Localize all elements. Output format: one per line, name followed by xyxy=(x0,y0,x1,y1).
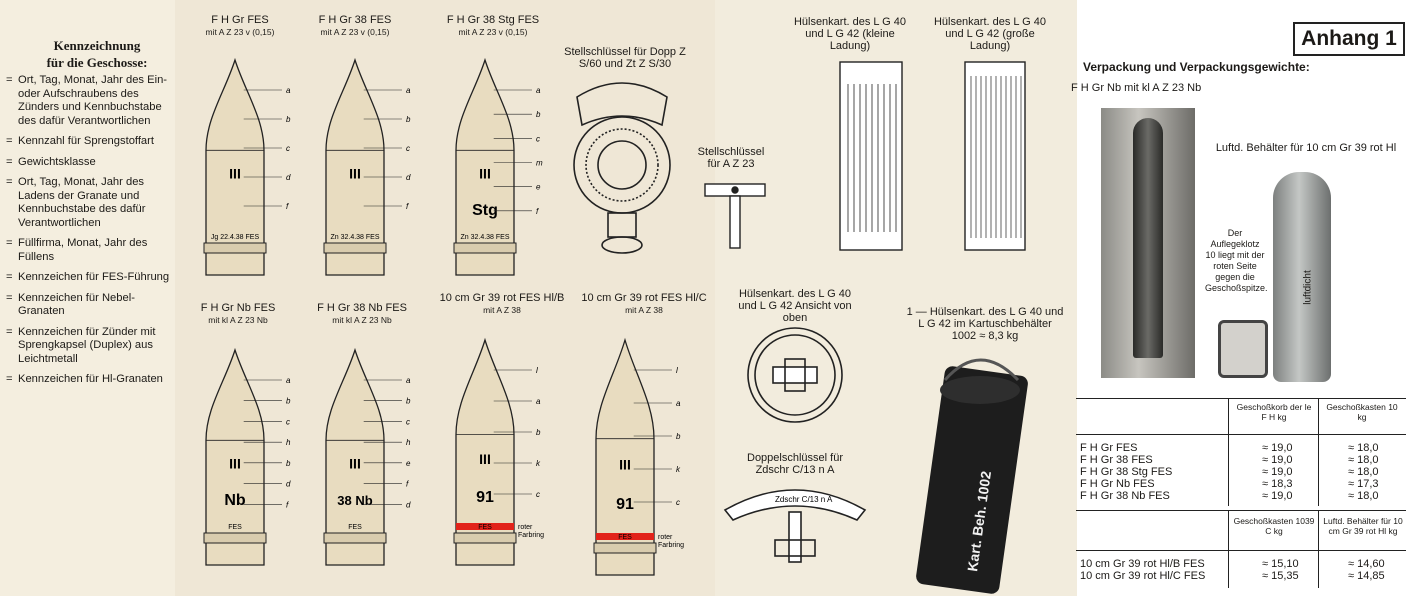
shell-subtitle: mit A Z 23 v (0,15) xyxy=(320,27,390,37)
weight-table-2 xyxy=(1076,510,1406,590)
row-name: 10 cm Gr 39 rot Hl/B FES xyxy=(1080,558,1205,570)
table-row xyxy=(1080,442,1405,454)
row-name: F H Gr Nb FES xyxy=(1080,478,1155,490)
row-v2: ≈ 18,0 xyxy=(1348,490,1379,502)
shell-label: b xyxy=(286,396,291,406)
table-row xyxy=(1080,478,1405,490)
legend-title xyxy=(22,37,172,71)
shell-label: h xyxy=(406,438,411,448)
row-v2: ≈ 14,60 xyxy=(1348,558,1385,570)
driving-band xyxy=(324,243,386,253)
legend-item: = Kennzahl für Sprengstoffart xyxy=(6,135,172,149)
row-name: F H Gr 38 Stg FES xyxy=(1080,466,1173,478)
shell-label: d xyxy=(406,173,411,182)
shell-title: F H Gr 38 FES xyxy=(318,14,392,26)
shell-title: F H Gr 38 Stg FES xyxy=(446,14,540,26)
row-v2: ≈ 18,0 xyxy=(1348,454,1379,466)
shell-label: f xyxy=(406,479,409,489)
shell-subtitle: mit A Z 38 xyxy=(625,305,663,315)
table-divider xyxy=(1076,550,1406,551)
container-tube-stamp: luftdicht xyxy=(1302,270,1314,305)
shell-label: d xyxy=(286,173,291,182)
legend-item: = Ort, Tag, Monat, Jahr des Ein- oder Aufschraubens des Zünders und Kennbuchstabe des dafür Verantwortlichen xyxy=(6,74,172,128)
class-mark: III xyxy=(479,165,491,182)
shell-label: b xyxy=(536,428,541,437)
class-mark: III xyxy=(229,165,241,182)
shell-title: F H Gr 38 Nb FES xyxy=(317,302,407,314)
shell-label: f xyxy=(536,206,539,216)
red-band-label: roter xyxy=(658,534,673,541)
shell-label: d xyxy=(286,479,291,489)
legend-item: = Kennzeichen für Nebel-Granaten xyxy=(6,292,172,319)
table-row xyxy=(1080,490,1405,502)
class-mark: III xyxy=(619,456,631,473)
shell-label: l xyxy=(676,366,678,375)
red-band-label: Farbring xyxy=(658,542,685,549)
red-band-label: Farbring xyxy=(518,532,545,539)
shell-stamp: FES xyxy=(618,534,632,541)
shell-label: c xyxy=(286,417,290,427)
legend-item: = Gewichtsklasse xyxy=(6,156,172,170)
shell-label: c xyxy=(536,134,540,144)
class-mark: III xyxy=(479,450,491,467)
doppelschluessel-stamp: Zdschr C/13 n A xyxy=(775,495,833,504)
legend-title-line1: Kennzeichnung xyxy=(53,38,141,53)
shell-stamp: Zn 32.4.38 FES xyxy=(330,234,380,241)
driving-band xyxy=(454,243,516,253)
container-1002-stamp: Kart. Beh. 1002 xyxy=(964,470,995,573)
fill-mark: Nb xyxy=(224,491,246,509)
shell-title: F H Gr FES xyxy=(211,14,269,26)
packaging-note: Der Auflegeklotz 10 liegt mit der roten Seite gegen die Geschoßspitze. xyxy=(1205,228,1268,293)
shell-subtitle: mit A Z 38 xyxy=(483,305,521,315)
top-view-drawing xyxy=(748,328,842,422)
row-v2: ≈ 17,3 xyxy=(1348,478,1379,490)
packaging-subtitle: F H Gr Nb mit kl A Z 23 Nb xyxy=(1071,82,1202,94)
shell-label: f xyxy=(286,202,289,211)
table2-header-col1: Geschoßkasten 1039 C kg xyxy=(1233,516,1315,536)
shell-label: a xyxy=(536,397,541,406)
shell-subtitle: mit kl A Z 23 Nb xyxy=(332,315,392,325)
table-row xyxy=(1080,558,1405,570)
shell-label: b xyxy=(406,396,411,406)
table2-header-col2: Luftd. Behälter für 10 cm Gr 39 rot Hl kg xyxy=(1323,516,1403,536)
shell-label: k xyxy=(676,465,680,474)
top-view-caption: Hülsenkart. des L G 40 und L G 42 Ansicht von oben xyxy=(738,288,852,324)
shell-label: a xyxy=(676,399,681,408)
fill-mark: 91 xyxy=(476,489,494,506)
legend-item: = Ort, Tag, Monat, Jahr des Ladens der Granate und Kennbuchstabe des dafür Verantwortlichen xyxy=(6,176,172,230)
packaging-title: Verpackung und Verpackungsgewichte: xyxy=(1083,60,1310,74)
table1-header-col2: Geschoßkasten 10 kg xyxy=(1326,402,1398,422)
support-ring-photo xyxy=(1218,320,1268,378)
shell-drawing xyxy=(324,350,411,565)
shell-label: m xyxy=(536,158,543,168)
shell-title: 10 cm Gr 39 rot FES Hl/B xyxy=(439,292,565,304)
shell-label: e xyxy=(406,458,411,468)
shell-stamp: FES xyxy=(478,524,492,531)
shell-stamp: FES xyxy=(348,524,362,531)
table-divider xyxy=(1076,510,1406,511)
shell-subtitle: mit A Z 23 v (0,15) xyxy=(205,27,275,37)
row-v1: ≈ 19,0 xyxy=(1262,442,1293,454)
row-v1: ≈ 15,10 xyxy=(1262,558,1299,570)
row-v1: ≈ 19,0 xyxy=(1262,466,1293,478)
cartridge-large-drawing xyxy=(965,62,1025,250)
container-caption: Luftd. Behälter für 10 cm Gr 39 rot Hl xyxy=(1215,142,1397,154)
shell-stamp: FES xyxy=(228,524,242,531)
row-v1: ≈ 18,3 xyxy=(1262,478,1293,490)
shell-label: e xyxy=(536,182,541,192)
shell-label: b xyxy=(676,432,681,441)
appendix-badge: Anhang 1 xyxy=(1293,22,1405,56)
shell-label: a xyxy=(406,86,411,95)
container-1002-caption: 1 — Hülsenkart. des L G 40 und L G 42 im Kartuschbehälter 1002 ≈ 8,3 kg xyxy=(906,306,1064,342)
legend-list xyxy=(6,74,172,394)
shell-subtitle: mit kl A Z 23 Nb xyxy=(208,315,268,325)
basket-photo xyxy=(1101,108,1195,378)
table-divider xyxy=(1076,398,1406,399)
shell-subtitle: mit A Z 23 v (0,15) xyxy=(458,27,528,37)
legend-title-line2: für die Geschosse: xyxy=(46,55,148,70)
shell-drawing xyxy=(324,60,411,275)
cartridge-small-drawing xyxy=(840,62,902,250)
class-mark: III xyxy=(349,455,361,472)
shell-label: h xyxy=(286,438,291,448)
table1-header-col1: Geschoßkorb der le F H kg xyxy=(1236,402,1312,422)
cartridge-large-caption: Hülsenkart. des L G 40 und L G 42 (große Ladung) xyxy=(933,16,1047,52)
shell-label: c xyxy=(406,417,410,427)
shell-title: 10 cm Gr 39 rot FES Hl/C xyxy=(581,292,707,304)
fill-mark: 38 Nb xyxy=(337,492,373,508)
shell-drawing xyxy=(454,340,544,565)
row-v1: ≈ 15,35 xyxy=(1262,570,1299,582)
weight-table-1 xyxy=(1076,398,1406,508)
container-tube-photo xyxy=(1273,172,1331,382)
shell-drawing xyxy=(204,350,291,565)
legend-item: = Kennzeichen für Hl-Granaten xyxy=(6,373,172,387)
shell-label: a xyxy=(536,86,541,95)
row-v2: ≈ 18,0 xyxy=(1348,442,1379,454)
shell-label: a xyxy=(286,86,291,95)
fill-mark: 91 xyxy=(616,496,634,514)
row-v2: ≈ 14,85 xyxy=(1348,570,1385,582)
shell-label: a xyxy=(286,376,291,385)
shell-label: c xyxy=(676,498,680,507)
driving-band xyxy=(324,533,386,543)
shell-label: f xyxy=(286,500,289,510)
doppelschluessel-caption: Doppelschlüssel für Zdschr C/13 n A xyxy=(747,452,843,476)
row-name: F H Gr 38 Nb FES xyxy=(1080,490,1170,502)
legend-item: = Füllfirma, Monat, Jahr des Füllens xyxy=(6,237,172,264)
shell-drawing xyxy=(204,60,291,275)
row-name: F H Gr FES xyxy=(1080,442,1138,454)
red-band-label: roter xyxy=(518,524,533,531)
shell-label: b xyxy=(286,458,291,468)
stellschluessel-caption: Stellschlüssel für Dopp Z S/60 und Zt Z S/30 xyxy=(564,46,686,70)
table-row xyxy=(1080,454,1405,466)
table-row xyxy=(1080,570,1405,582)
fill-mark: Stg xyxy=(472,201,498,219)
shell-label: b xyxy=(406,115,411,124)
table-row xyxy=(1080,466,1405,478)
t-key-drawing xyxy=(705,184,765,248)
row-v1: ≈ 19,0 xyxy=(1262,454,1293,466)
basket-shell xyxy=(1133,118,1163,358)
row-v2: ≈ 18,0 xyxy=(1348,466,1379,478)
shell-drawing xyxy=(454,60,543,275)
driving-band xyxy=(204,243,266,253)
shell-label: c xyxy=(536,490,540,499)
shell-title: F H Gr Nb FES xyxy=(200,302,276,314)
row-name: 10 cm Gr 39 rot Hl/C FES xyxy=(1080,570,1206,582)
class-mark: III xyxy=(349,165,361,182)
shell-label: b xyxy=(536,110,541,120)
shell-stamp: Zn 32.4.38 FES xyxy=(460,234,510,241)
class-mark: III xyxy=(229,455,241,472)
shell-label: c xyxy=(286,144,290,153)
legend-item: = Kennzeichen für FES-Führung xyxy=(6,271,172,285)
driving-band xyxy=(454,533,516,543)
row-name: F H Gr 38 FES xyxy=(1080,454,1153,466)
shell-stamp: Jg 22.4.38 FES xyxy=(210,234,260,241)
table-divider xyxy=(1076,434,1406,435)
shell-label: c xyxy=(406,144,410,153)
cartridge-small-caption: Hülsenkart. des L G 40 und L G 42 (kleine Ladung) xyxy=(793,16,907,52)
shell-label: d xyxy=(406,500,411,510)
shell-label: l xyxy=(536,366,538,375)
t-key-caption: Stellschlüssel für A Z 23 xyxy=(697,146,765,170)
driving-band xyxy=(204,533,266,543)
shell-label: a xyxy=(406,376,411,385)
shell-label: b xyxy=(286,115,291,124)
shell-label: f xyxy=(406,202,409,211)
row-v1: ≈ 19,0 xyxy=(1262,490,1293,502)
stellschluessel-drawing xyxy=(574,83,670,253)
shell-label: k xyxy=(536,459,540,468)
legend-item: = Kennzeichen für Zünder mit Sprengkapsel (Duplex) aus Leichtmetall xyxy=(6,326,172,367)
